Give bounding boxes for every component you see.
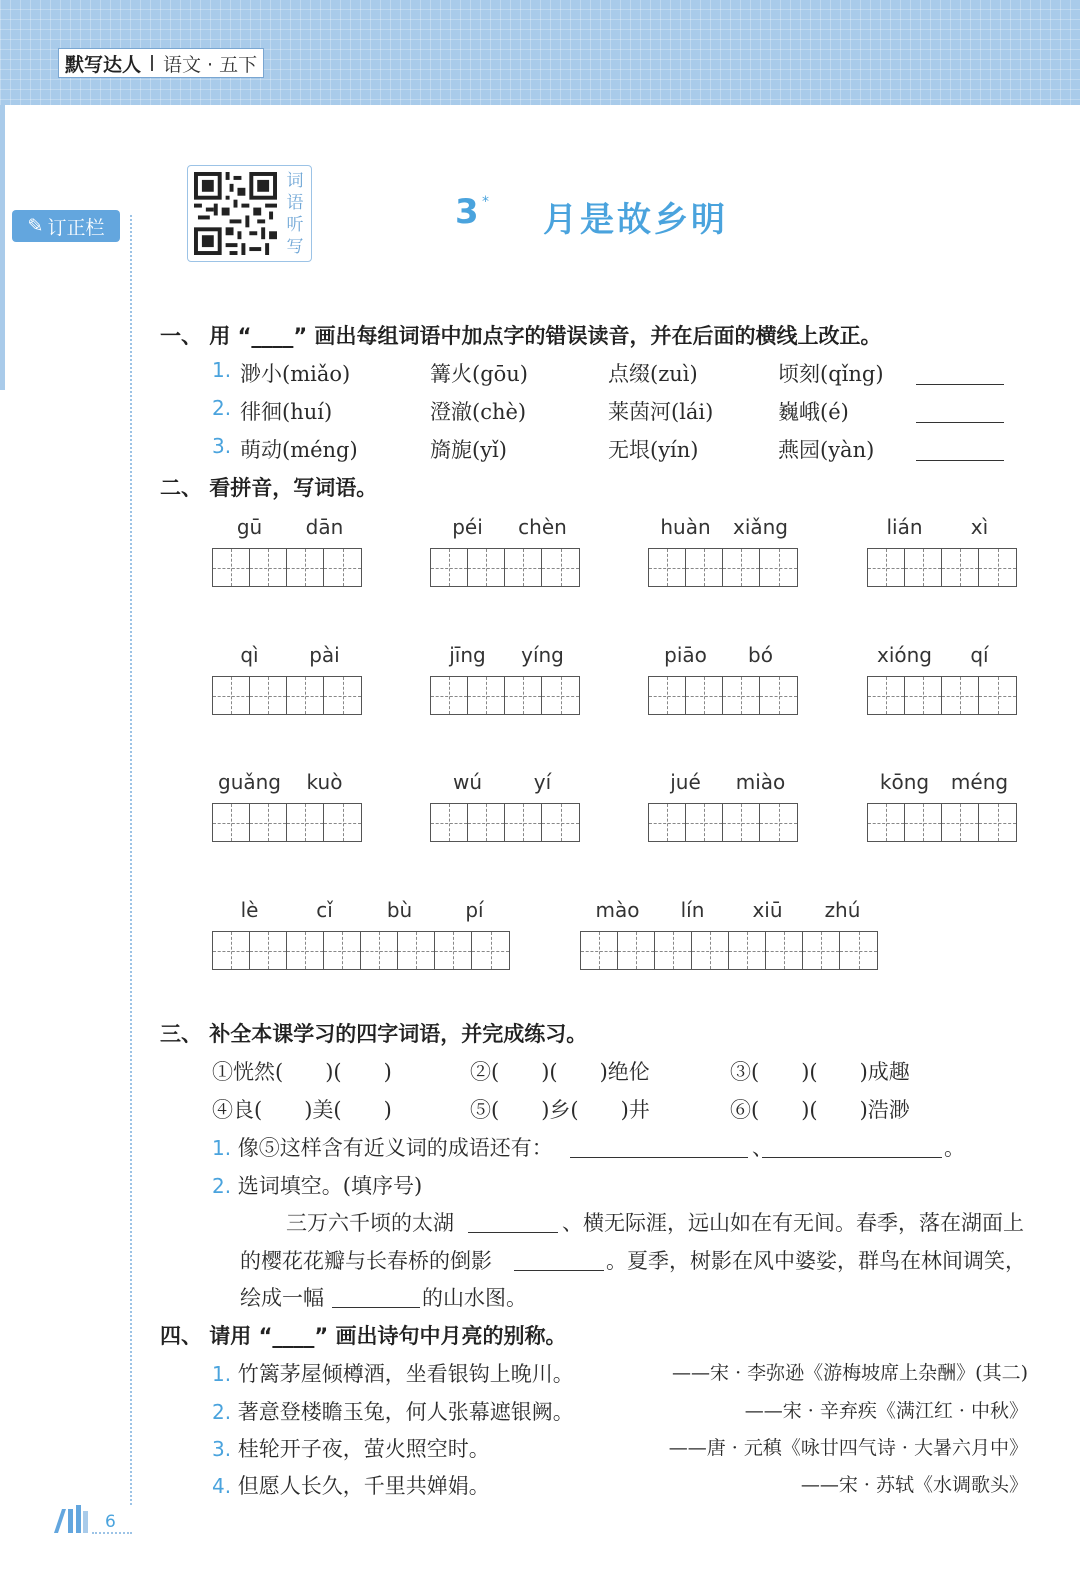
qr-label (285, 170, 305, 258)
writing-grid[interactable] (212, 931, 510, 970)
grid-cell[interactable] (250, 932, 287, 969)
pencil-icon: ✎ (27, 215, 44, 237)
grid-cell[interactable] (435, 932, 472, 969)
qr-label-char: 词 (286, 171, 304, 191)
answer-line[interactable] (916, 422, 1004, 423)
qr-label-char: 听 (286, 215, 304, 235)
pinyin-label: kuò (306, 770, 343, 794)
footer-divider (92, 1532, 132, 1534)
section2-title: 二、 看拼音，写词语。 (160, 476, 378, 500)
pinyin-label: pài (309, 643, 340, 667)
writing-grid[interactable] (212, 676, 362, 715)
poem-line (212, 1396, 574, 1426)
grid-cell[interactable] (692, 932, 729, 969)
grid-cell[interactable] (505, 804, 542, 841)
grid-cell[interactable] (655, 932, 692, 969)
grid-cell[interactable] (723, 549, 760, 586)
grid-cell[interactable] (868, 549, 905, 586)
writing-grid[interactable] (430, 676, 580, 715)
qr-label-char: 语 (286, 193, 304, 213)
grid-cell[interactable] (324, 549, 361, 586)
idiom-item[interactable]: ④良( )美( ) (212, 1098, 392, 1122)
period: 。 (944, 1136, 965, 1160)
correction-label: 订正栏 (47, 216, 105, 239)
writing-grid[interactable] (580, 931, 878, 970)
grid-cell[interactable] (649, 677, 686, 714)
idiom-item[interactable]: ⑤( )乡( )井 (470, 1098, 650, 1122)
pinyin-label: gū (236, 515, 263, 539)
grid-cell[interactable] (287, 804, 324, 841)
pinyin-label: huàn (660, 515, 711, 539)
section3-title: 三、 补全本课学习的四字词语，并完成练习。 (160, 1022, 588, 1046)
grid-cell[interactable] (979, 549, 1016, 586)
brand-subject: 语文 · 五下 (163, 53, 258, 76)
pinyin-label: cǐ (316, 898, 333, 922)
grid-cell[interactable] (250, 677, 287, 714)
pinyin-label: jīng (449, 643, 486, 667)
writing-grid[interactable] (648, 676, 798, 715)
qr-panel[interactable] (187, 165, 312, 262)
pinyin-label: xì (970, 515, 989, 539)
para-text: 的山水图。 (422, 1286, 527, 1310)
grid-cell[interactable] (905, 804, 942, 841)
pinyin-label: jué (670, 770, 701, 794)
grid-cell[interactable] (618, 932, 655, 969)
margin-divider (130, 215, 132, 1505)
s1-row (212, 396, 231, 420)
grid-cell[interactable] (868, 677, 905, 714)
pinyin-label: qí (970, 643, 989, 667)
pinyin-label: guǎng (218, 770, 281, 794)
book-stack-icon (52, 1505, 92, 1533)
poem-text[interactable]: 竹篱茅屋倾樽酒，坐看银钩上晚川。 (237, 1362, 574, 1386)
question-text: 选词填空。(填序号) (237, 1174, 423, 1198)
writing-grid[interactable] (867, 676, 1017, 715)
s1-item: 燕园(yàn) (778, 438, 875, 462)
poem-source: ——宋 · 辛弃疾《满江红 · 中秋》 (744, 1400, 1028, 1422)
pinyin-label: yíng (521, 643, 564, 667)
pinyin-label: dān (305, 515, 344, 539)
row-number: 3. (212, 434, 232, 458)
grid-cell[interactable] (472, 932, 509, 969)
grid-cell[interactable] (213, 932, 250, 969)
brand-divider (151, 55, 153, 71)
section4-title: 四、 请用 “____” 画出诗句中月亮的别称。 (160, 1324, 567, 1348)
section1-title: 一、 用 “____” 画出每组词语中加点字的错误读音，并在后面的横线上改正。 (160, 324, 882, 348)
grid-cell[interactable] (542, 804, 579, 841)
pinyin-label: kōng (879, 770, 930, 794)
answer-line[interactable] (514, 1270, 604, 1271)
writing-grid[interactable] (430, 803, 580, 842)
pinyin-label: lián (886, 515, 923, 539)
grid-cell[interactable] (505, 677, 542, 714)
grid-cell[interactable] (649, 804, 686, 841)
grid-cell[interactable] (803, 932, 840, 969)
grid-cell[interactable] (868, 804, 905, 841)
grid-cell[interactable] (542, 677, 579, 714)
para-text: 绘成一幅 (240, 1286, 324, 1310)
grid-cell[interactable] (431, 804, 468, 841)
s1-item: 旖旎(yǐ) (430, 438, 507, 462)
grid-cell[interactable] (686, 677, 723, 714)
poem-text[interactable]: 著意登楼瞻玉兔，何人张幕遮银阙。 (237, 1400, 574, 1424)
pinyin-label: péi (452, 515, 483, 539)
s1-item: 无垠(yín) (608, 438, 699, 462)
qr-label-char: 写 (286, 237, 304, 257)
grid-cell[interactable] (723, 804, 760, 841)
grid-cell[interactable] (505, 549, 542, 586)
question-number: 1. (212, 1136, 232, 1160)
poem-text[interactable]: 但愿人长久，千里共婵娟。 (237, 1474, 490, 1498)
answer-line[interactable] (916, 460, 1004, 461)
writing-grid[interactable] (867, 803, 1017, 842)
writing-grid[interactable] (430, 548, 580, 587)
pinyin-label: bó (748, 643, 773, 667)
poem-line (212, 1358, 574, 1388)
poem-source: ——唐 · 元稹《咏廿四气诗 · 大暑六月中》 (668, 1437, 1028, 1459)
page-number: 6 (105, 1512, 116, 1532)
para-text: 的樱花花瓣与长春桥的倒影 (240, 1249, 492, 1273)
writing-grid[interactable] (212, 803, 362, 842)
grid-cell[interactable] (324, 677, 361, 714)
pinyin-label: bù (386, 898, 413, 922)
grid-cell[interactable] (581, 932, 618, 969)
grid-cell[interactable] (213, 804, 250, 841)
writing-grid[interactable] (867, 548, 1017, 587)
pinyin-label: piāo (664, 643, 707, 667)
answer-line[interactable] (468, 1232, 558, 1233)
line-number: 3. (212, 1437, 232, 1461)
row-number: 1. (212, 358, 232, 382)
s1-item: 渺小(miǎo) (240, 362, 351, 386)
idiom-item[interactable]: ③( )( )成趣 (730, 1060, 910, 1084)
correction-tab (12, 210, 120, 242)
grid-cell[interactable] (468, 804, 505, 841)
grid-cell[interactable] (840, 932, 877, 969)
grid-cell[interactable] (361, 932, 398, 969)
poem-line (212, 1470, 490, 1500)
grid-cell[interactable] (287, 932, 324, 969)
pinyin-label: pí (465, 898, 484, 922)
para-text: 、横无际涯，远山如在有无间。春季，落在湖面上 (562, 1211, 1024, 1235)
poem-source: ——宋 · 苏轼《水调歌头》 (800, 1474, 1028, 1496)
grid-cell[interactable] (942, 804, 979, 841)
s1-item: 顷刻(qǐng) (778, 362, 884, 386)
idiom-item[interactable]: ①恍然( )( ) (212, 1060, 392, 1084)
pinyin-label: méng (950, 770, 1009, 794)
writing-grid[interactable] (648, 548, 798, 587)
grid-cell[interactable] (905, 549, 942, 586)
grid-cell[interactable] (979, 804, 1016, 841)
poem-source: ——宋 · 李弥逊《游梅坡席上杂酬》(其二) (672, 1362, 1028, 1384)
grid-cell[interactable] (250, 804, 287, 841)
s3-question-1 (212, 1132, 553, 1162)
answer-line[interactable] (762, 1157, 942, 1158)
pinyin-label: xiǎng (732, 515, 789, 539)
row-number: 2. (212, 396, 232, 420)
pinyin-label: miào (735, 770, 786, 794)
answer-line[interactable] (570, 1157, 748, 1158)
lesson-number: 3 (455, 192, 479, 232)
pinyin-label: lè (240, 898, 259, 922)
grid-cell[interactable] (760, 549, 797, 586)
s1-row (212, 434, 231, 458)
grid-cell[interactable] (287, 549, 324, 586)
pinyin-label: wú (452, 770, 483, 794)
s1-item: 点缀(zuì) (608, 362, 698, 386)
s1-item: 澄澈(chè) (430, 400, 527, 424)
s1-item: 莱茵河(lái) (608, 400, 714, 424)
grid-cell[interactable] (649, 549, 686, 586)
lesson-title: 月是故乡明 (543, 200, 728, 240)
question-number: 2. (212, 1174, 232, 1198)
grid-cell[interactable] (398, 932, 435, 969)
s3-question-2 (212, 1170, 422, 1200)
line-number: 1. (212, 1362, 232, 1386)
grid-cell[interactable] (250, 549, 287, 586)
s1-row (212, 358, 231, 382)
grid-cell[interactable] (766, 932, 803, 969)
lesson-star: * (482, 194, 489, 210)
grid-cell[interactable] (431, 677, 468, 714)
para-text: 。夏季，树影在风中婆娑，群鸟在林间调笑， (606, 1249, 1026, 1273)
grid-cell[interactable] (723, 677, 760, 714)
qr-code-icon[interactable] (194, 172, 277, 255)
grid-cell[interactable] (686, 804, 723, 841)
line-number: 2. (212, 1400, 232, 1424)
pinyin-label: xiū (752, 898, 783, 922)
grid-cell[interactable] (760, 677, 797, 714)
s1-item: 徘徊(huí) (240, 400, 333, 424)
grid-cell[interactable] (431, 549, 468, 586)
question-text: 像⑤这样含有近义词的成语还有： (237, 1136, 553, 1160)
grid-cell[interactable] (213, 549, 250, 586)
poem-text[interactable]: 桂轮开子夜，萤火照空时。 (237, 1437, 490, 1461)
grid-cell[interactable] (942, 677, 979, 714)
idiom-item[interactable]: ②( )( )绝伦 (470, 1060, 650, 1084)
idiom-item[interactable]: ⑥( )( )浩渺 (730, 1098, 910, 1122)
pinyin-label: xióng (877, 643, 932, 667)
grid-cell[interactable] (729, 932, 766, 969)
grid-cell[interactable] (942, 549, 979, 586)
writing-grid[interactable] (648, 803, 798, 842)
grid-cell[interactable] (979, 677, 1016, 714)
grid-cell[interactable] (542, 549, 579, 586)
poem-line (212, 1433, 490, 1463)
grid-cell[interactable] (905, 677, 942, 714)
grid-cell[interactable] (324, 804, 361, 841)
writing-grid[interactable] (212, 548, 362, 587)
brand-name: 默写达人 (65, 53, 142, 76)
grid-cell[interactable] (468, 677, 505, 714)
s1-item: 巍峨(é) (778, 400, 849, 424)
grid-cell[interactable] (468, 549, 505, 586)
answer-line[interactable] (332, 1307, 420, 1308)
left-strip (0, 105, 5, 390)
s1-item: 篝火(gōu) (430, 362, 528, 386)
pinyin-label: yí (533, 770, 552, 794)
line-number: 4. (212, 1474, 232, 1498)
grid-cell[interactable] (760, 804, 797, 841)
pinyin-label: lín (680, 898, 705, 922)
s1-item: 萌动(méng) (240, 438, 358, 462)
grid-cell[interactable] (287, 677, 324, 714)
book-brand (58, 48, 264, 78)
grid-cell[interactable] (324, 932, 361, 969)
pinyin-label: mào (595, 898, 640, 922)
para-text: 三万六千顷的太湖 (286, 1211, 454, 1235)
answer-line[interactable] (916, 384, 1004, 385)
pinyin-label: chèn (518, 515, 567, 539)
pinyin-label: zhú (824, 898, 861, 922)
separator: 、 (752, 1136, 773, 1160)
grid-cell[interactable] (213, 677, 250, 714)
pinyin-label: qì (240, 643, 259, 667)
grid-cell[interactable] (686, 549, 723, 586)
